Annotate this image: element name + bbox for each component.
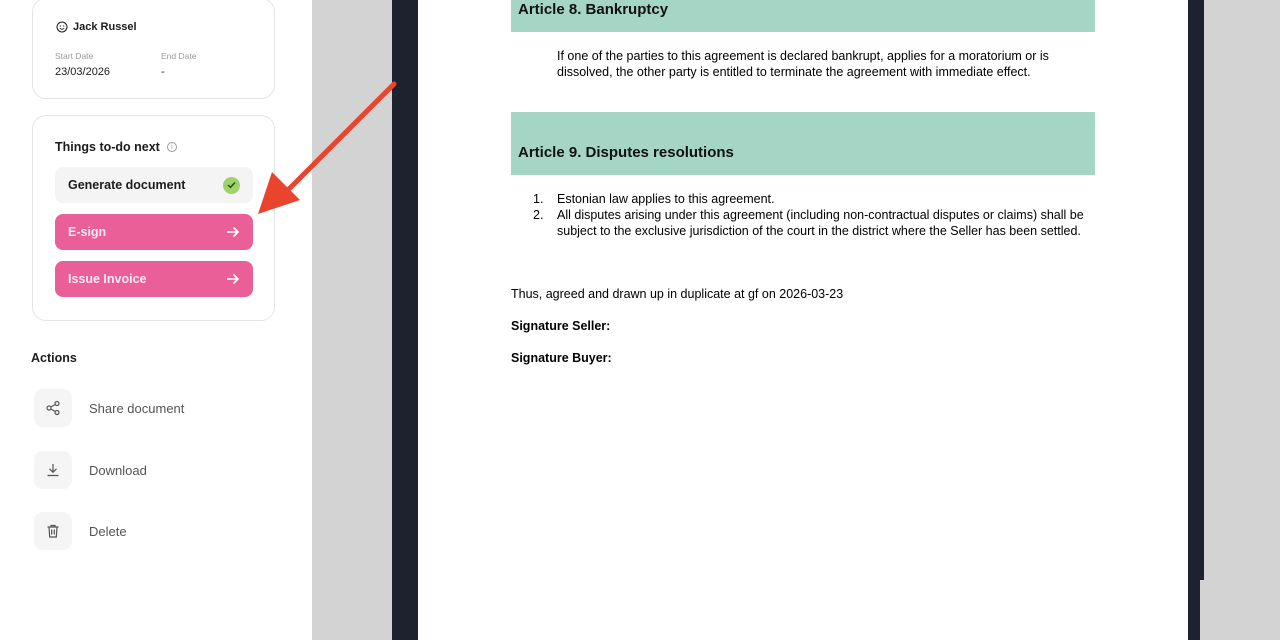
todo-title-text: Things to-do next	[55, 140, 160, 154]
arrow-right-icon	[226, 273, 240, 285]
share-document-action[interactable]	[34, 389, 184, 427]
share-icon	[34, 389, 72, 427]
esign-label: E-sign	[68, 225, 107, 239]
list-item	[530, 207, 1090, 239]
document-frame-edge	[1198, 0, 1204, 580]
end-date-label: End Date	[161, 51, 197, 61]
closing-statement: Thus, agreed and drawn up in duplicate at gf on 2026-03-23	[511, 287, 844, 301]
esign-button[interactable]	[55, 214, 253, 250]
info-icon[interactable]: i	[167, 142, 177, 152]
issue-invoice-button[interactable]	[55, 261, 253, 297]
generate-document-label: Generate document	[68, 178, 186, 192]
delete-label: Delete	[89, 523, 127, 539]
list-text: All disputes arising under this agreement (including non-contractual disputes or claims) shall be subject to the exclusive jurisdiction of the court in the district where the Seller has been settled.	[557, 208, 1084, 238]
share-document-label: Share document	[89, 400, 185, 416]
party-card	[32, 0, 275, 99]
check-icon	[223, 177, 240, 194]
actions-title: Actions	[31, 351, 77, 365]
party-name	[56, 21, 137, 33]
start-date-value: 23/03/2026	[55, 66, 111, 78]
signature-seller: Signature Seller:	[511, 319, 611, 333]
download-action[interactable]	[34, 451, 147, 489]
todo-card	[32, 115, 275, 321]
download-icon	[34, 451, 72, 489]
todo-title	[55, 140, 177, 154]
article-9-list	[530, 191, 1090, 239]
article-8-heading: Article 8. Bankruptcy	[511, 0, 1095, 32]
list-item	[530, 191, 1090, 207]
signature-buyer: Signature Buyer:	[511, 351, 612, 365]
trash-icon	[34, 512, 72, 550]
article-8-text: If one of the parties to this agreement is declared bankrupt, applies for a moratorium or is dissolved, the other party is entitled to terminate the agreement with immediate effect.	[557, 49, 1049, 79]
sidebar	[0, 0, 312, 640]
list-text: Estonian law applies to this agreement.	[557, 192, 775, 206]
download-label: Download	[89, 462, 147, 478]
list-number: 1.	[533, 192, 544, 206]
arrow-right-icon	[226, 226, 240, 238]
end-date	[161, 51, 196, 78]
start-date	[55, 51, 110, 78]
smile-icon	[56, 21, 68, 33]
generate-document-item[interactable]	[55, 167, 253, 203]
list-number: 2.	[533, 208, 544, 222]
party-name-text: Jack Russel	[73, 21, 137, 33]
issue-invoice-label: Issue Invoice	[68, 272, 147, 286]
delete-action[interactable]	[34, 512, 127, 550]
end-date-value: -	[161, 66, 165, 78]
start-date-label: Start Date	[55, 51, 94, 61]
article-9-heading: Article 9. Disputes resolutions	[511, 112, 1095, 175]
